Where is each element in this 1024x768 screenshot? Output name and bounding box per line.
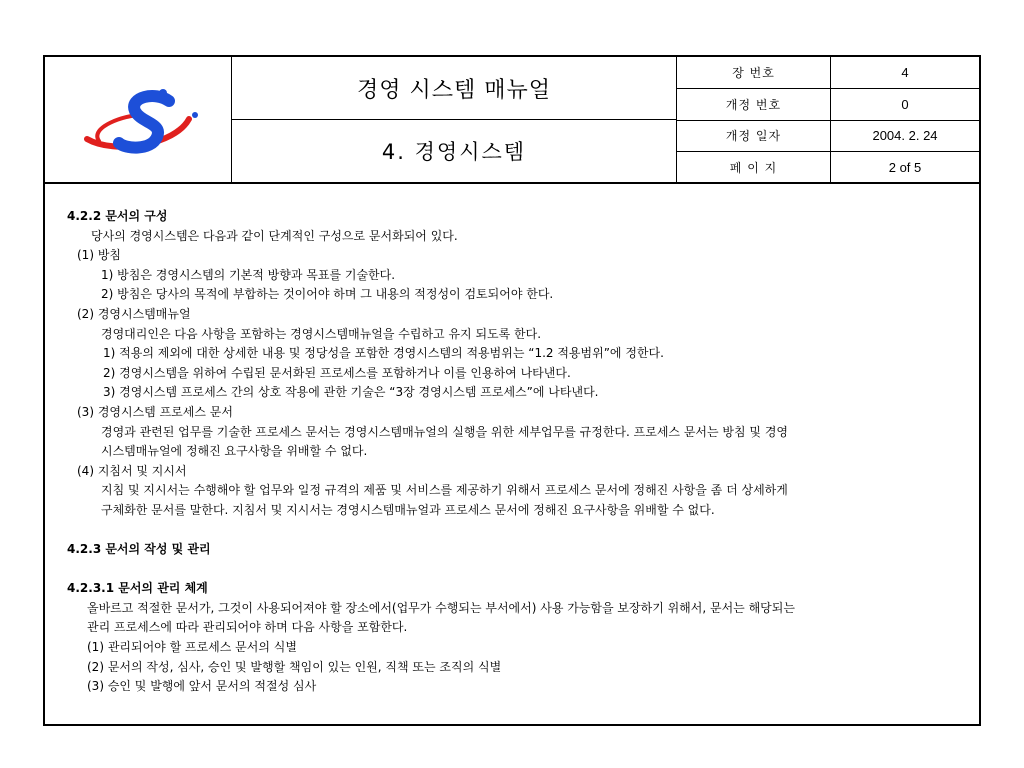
list-item-title: (1) 방침: [77, 248, 121, 263]
chapter-title: 4. 경영시스템: [232, 120, 677, 182]
paragraph: 당사의 경영시스템은 다음과 같이 단계적인 구성으로 문서화되어 있다.: [91, 228, 458, 243]
list-item: 3) 경영시스템 프로세스 간의 상호 작용에 관한 기술은 “3장 경영시스템 프로세스”에 나타낸다.: [103, 385, 599, 400]
paragraph: 경영대리인은 다음 사항을 포함하는 경영시스템매뉴얼을 수립하고 유지 되도록 한다.: [101, 326, 542, 341]
list-item-title: (4) 지침서 및 지시서: [77, 463, 187, 478]
meta-label: 개정 번호: [677, 89, 831, 120]
meta-row-chapter: [677, 57, 979, 89]
paragraph: 구체화한 문서를 말한다. 지침서 및 지시서는 경영시스템매뉴얼과 프로세스 문서에 정해진 요구사항을 위배할 수 없다.: [101, 502, 715, 517]
paragraph: 관리 프로세스에 따라 관리되어야 하며 다음 사항을 포함한다.: [87, 620, 408, 635]
meta-value: 2 of 5: [888, 160, 922, 175]
document-frame: [43, 55, 981, 726]
meta-row-page: [677, 152, 979, 183]
paragraph: 지침 및 지시서는 수행해야 할 업무와 일정 규격의 제품 및 서비스를 제공하기 위해서 프로세스 문서에 정해진 사항을 좀 더 상세하게: [101, 483, 788, 498]
section-heading: 4.2.3 문서의 작성 및 관리: [67, 542, 211, 557]
paragraph: 경영과 관련된 업무를 기술한 프로세스 문서는 경영시스템매뉴얼의 실행을 위한 세부업무를 규정한다. 프로세스 문서는 방침 및 경영: [101, 424, 789, 439]
list-item: 2) 방침은 당사의 목적에 부합하는 것이어야 하며 그 내용의 적정성이 검토되어야 한다.: [101, 287, 554, 302]
meta-value: 4: [901, 65, 909, 80]
document-header: [45, 57, 979, 184]
section-heading: 4.2.3.1 문서의 관리 체계: [67, 581, 208, 596]
list-item: (1) 관리되어야 할 프로세스 문서의 식별: [87, 640, 297, 655]
list-item-title: (2) 경영시스템매뉴얼: [77, 306, 191, 321]
company-logo-icon: [45, 57, 231, 182]
section-heading: 4.2.2 문서의 구성: [67, 209, 168, 223]
meta-value: 2004. 2. 24: [872, 128, 938, 143]
meta-row-date: [677, 120, 979, 152]
revision-info-table: [677, 57, 979, 182]
meta-value: 0: [901, 97, 909, 112]
meta-label: 장 번호: [677, 57, 831, 88]
list-item: 1) 방침은 경영시스템의 기본적 방향과 목표를 기술한다.: [101, 267, 396, 282]
meta-row-revision: [677, 89, 979, 121]
document-body: [67, 207, 967, 697]
paragraph: 올바르고 적절한 문서가, 그것이 사용되어져야 할 장소에서(업무가 수행되는 부서에서) 사용 가능함을 보장하기 위해서, 문서는 해당되는: [87, 600, 795, 615]
meta-label: 개정 일자: [677, 120, 831, 151]
list-item: (2) 문서의 작성, 심사, 승인 및 발행할 책임이 있는 인원, 직책 또는 조직의 식별: [87, 659, 502, 674]
list-item: 2) 경영시스템을 위하여 수립된 문서화된 프로세스를 포함하거나 이를 인용하여 나타낸다.: [103, 365, 571, 380]
list-item: (3) 승인 및 발행에 앞서 문서의 적절성 심사: [87, 679, 317, 694]
manual-title: 경영 시스템 매뉴얼: [232, 57, 677, 120]
paragraph: 시스템매뉴얼에 정해진 요구사항을 위배할 수 없다.: [101, 444, 368, 459]
list-item: 1) 적용의 제외에 대한 상세한 내용 및 정당성을 포함한 경영시스템의 적용범위는 “1.2 적용범위”에 정한다.: [103, 346, 664, 361]
meta-label: 페 이 지: [677, 152, 831, 183]
logo-cell: [45, 57, 232, 182]
list-item-title: (3) 경영시스템 프로세스 문서: [77, 404, 233, 419]
